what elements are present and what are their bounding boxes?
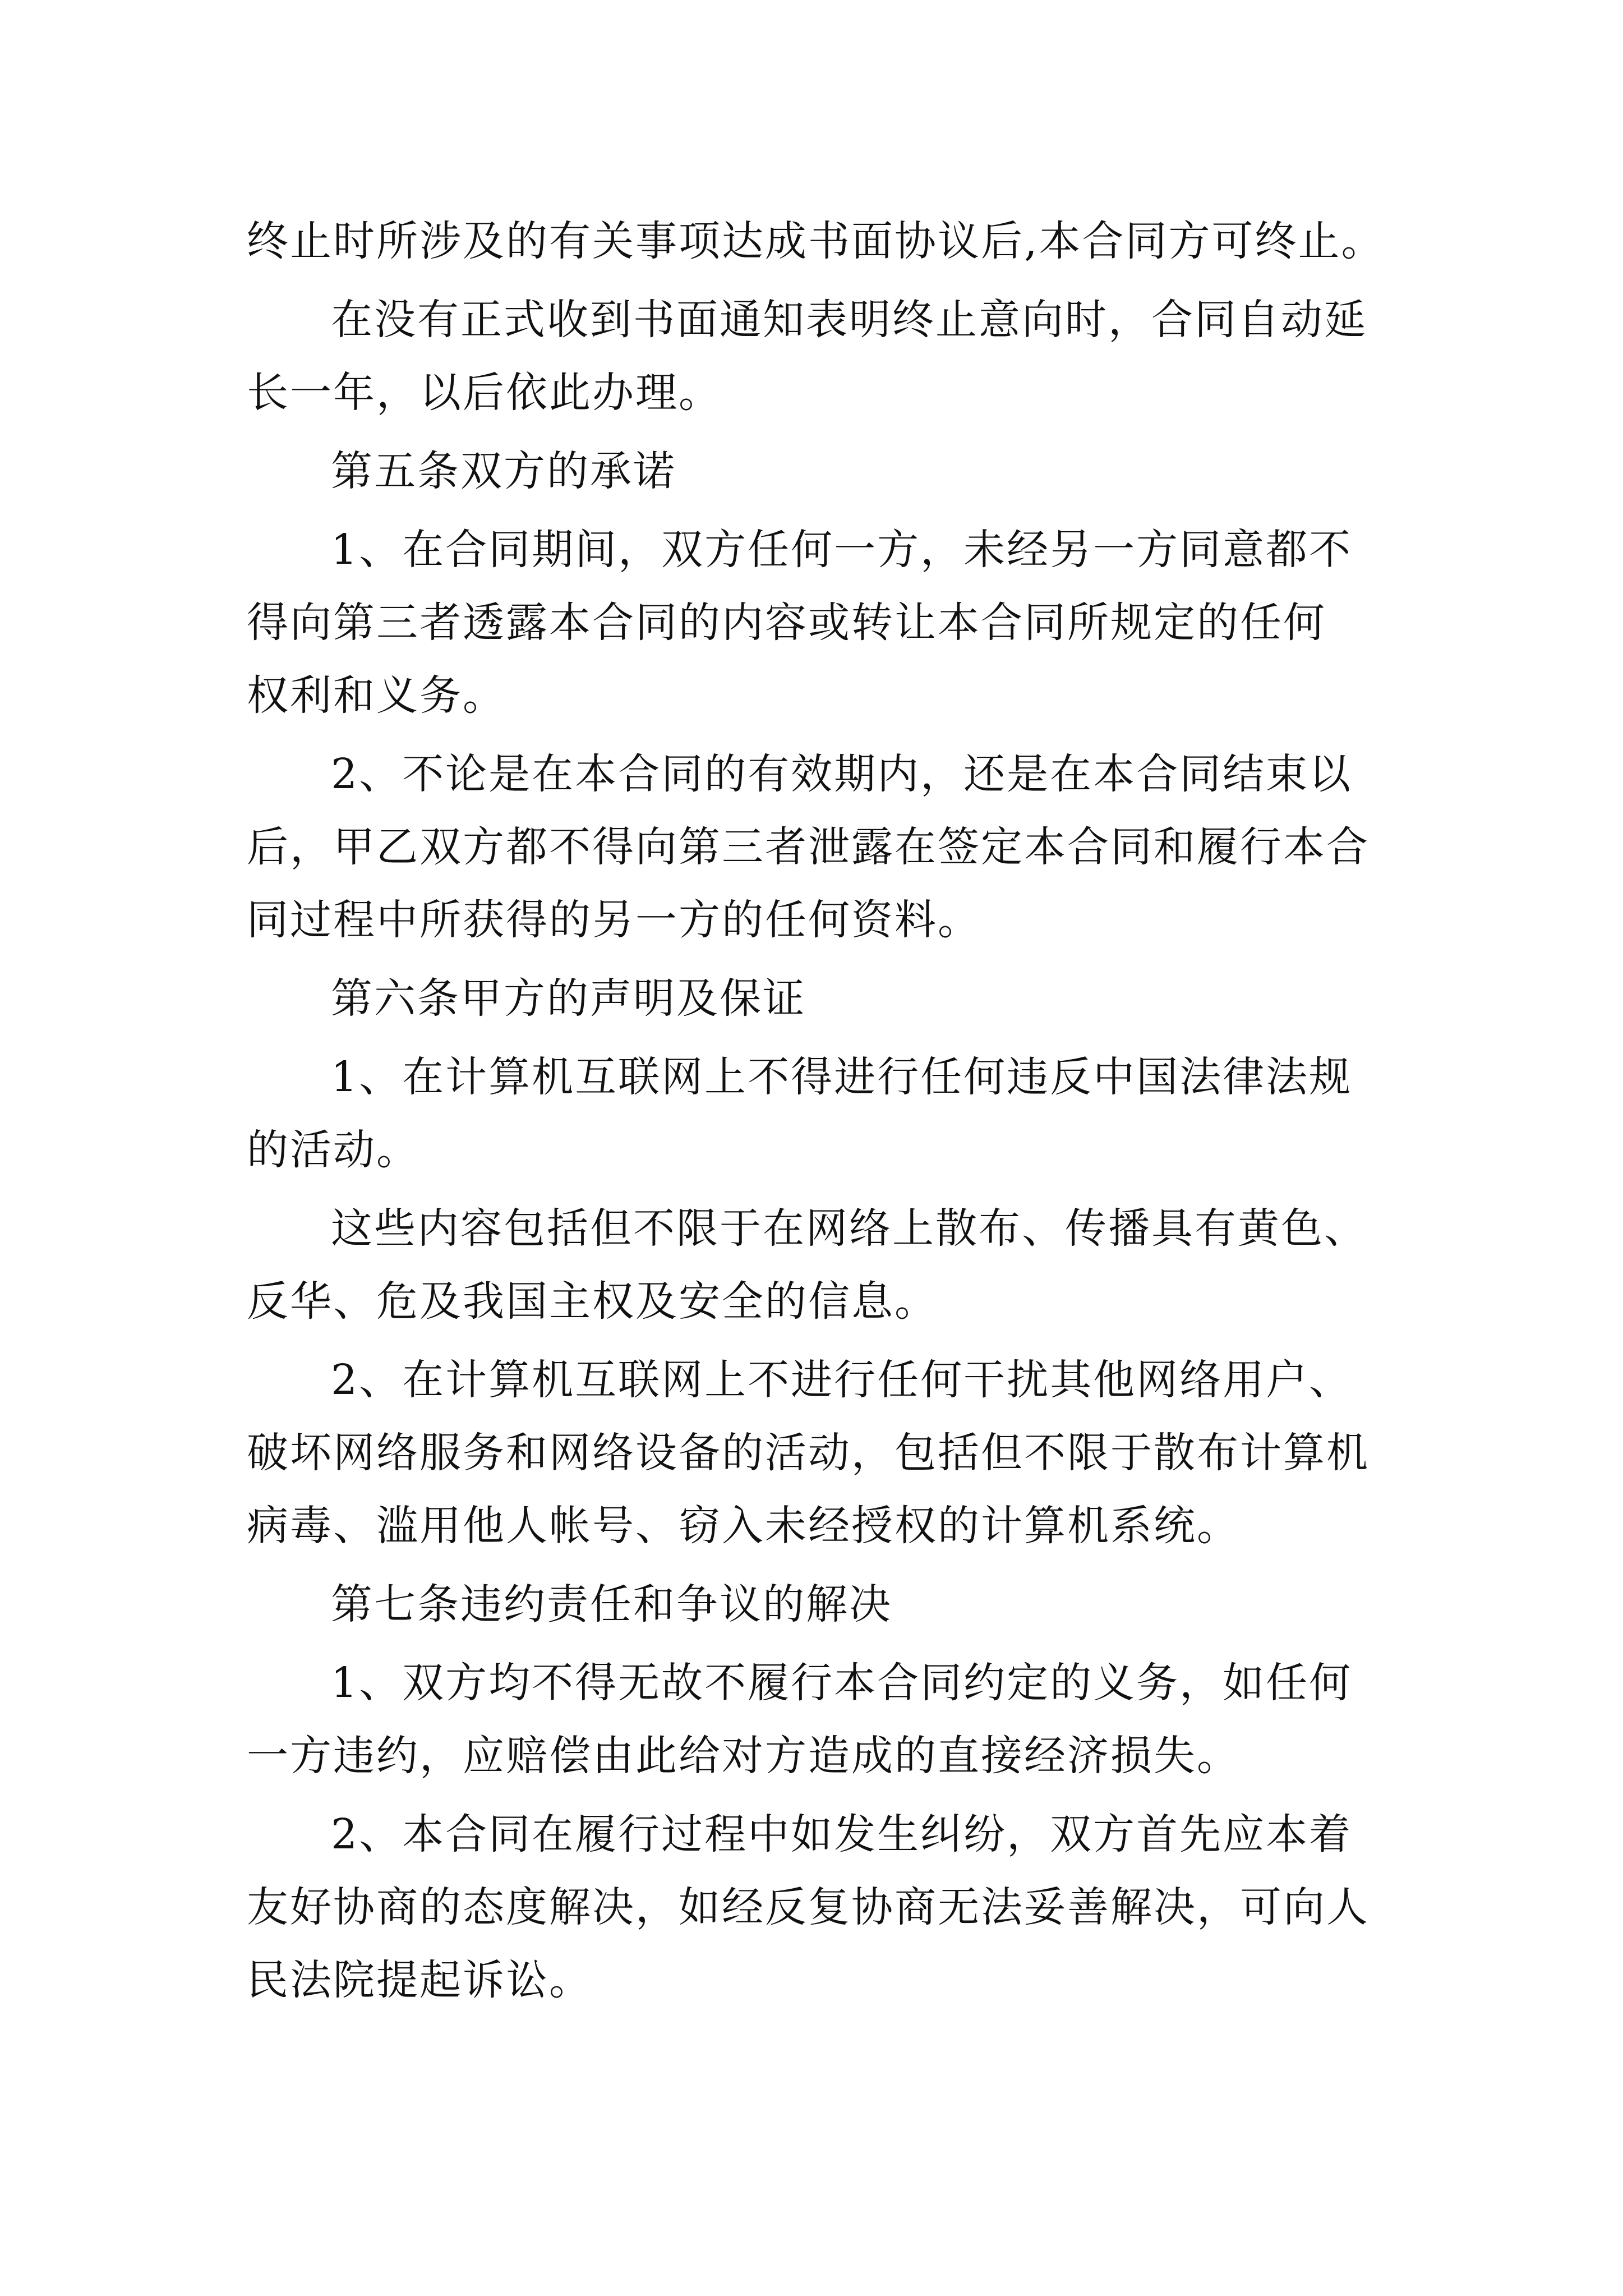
text-line: 得向第三者透露本合同的内容或转让本合同所规定的任何 — [247, 599, 1326, 647]
section-heading: 第六条甲方的声明及保证 — [331, 974, 806, 1023]
text-line: 1、在合同期间，双方任何一方，未经另一方同意都不 — [331, 526, 1353, 574]
text-line: 破坏网络服务和网络设备的活动，包括但不限于散布计算机 — [247, 1429, 1370, 1477]
text-line: 2、本合同在履行过程中如发生纠纷，双方首先应本着 — [331, 1810, 1353, 1858]
text-line: 1、在计算机互联网上不得进行任何违反中国法律法规 — [331, 1053, 1353, 1101]
text-line: 长一年，以后依此办理。 — [247, 369, 722, 417]
section-heading: 第五条双方的承诺 — [331, 447, 676, 495]
text-line: 反华、危及我国主权及安全的信息。 — [247, 1277, 938, 1326]
text-line: 一方违约，应赔偿由此给对方造成的直接经济损失。 — [247, 1732, 1240, 1780]
text-line: 这些内容包括但不限于在网络上散布、传播具有黄色、 — [331, 1204, 1367, 1253]
text-line: 终止时所涉及的有关事项达成书面协议后,本合同方可终止。 — [247, 217, 1385, 265]
text-line: 同过程中所获得的另一方的任何资料。 — [247, 896, 981, 944]
text-line: 在没有正式收到书面通知表明终止意向时，合同自动延 — [331, 296, 1367, 344]
text-line: 病毒、滥用他人帐号、窃入未经授权的计算机系统。 — [247, 1502, 1240, 1550]
text-line: 后，甲乙双方都不得向第三者泄露在签定本合同和履行本合 — [247, 823, 1370, 871]
text-line: 民法院提起诉讼。 — [247, 1956, 592, 2004]
section-heading: 第七条违约责任和争议的解决 — [331, 1580, 892, 1628]
text-line: 2、不论是在本合同的有效期内，还是在本合同结束以 — [331, 750, 1353, 798]
text-line: 权利和义务。 — [247, 671, 506, 720]
text-line: 1、双方均不得无故不履行本合同约定的义务，如任何 — [331, 1659, 1353, 1707]
text-line: 友好协商的态度解决，如经反复协商无法妥善解决，可向人 — [247, 1883, 1370, 1931]
text-line: 的活动。 — [247, 1126, 419, 1174]
text-line: 2、在计算机互联网上不进行任何干扰其他网络用户、 — [331, 1356, 1353, 1404]
